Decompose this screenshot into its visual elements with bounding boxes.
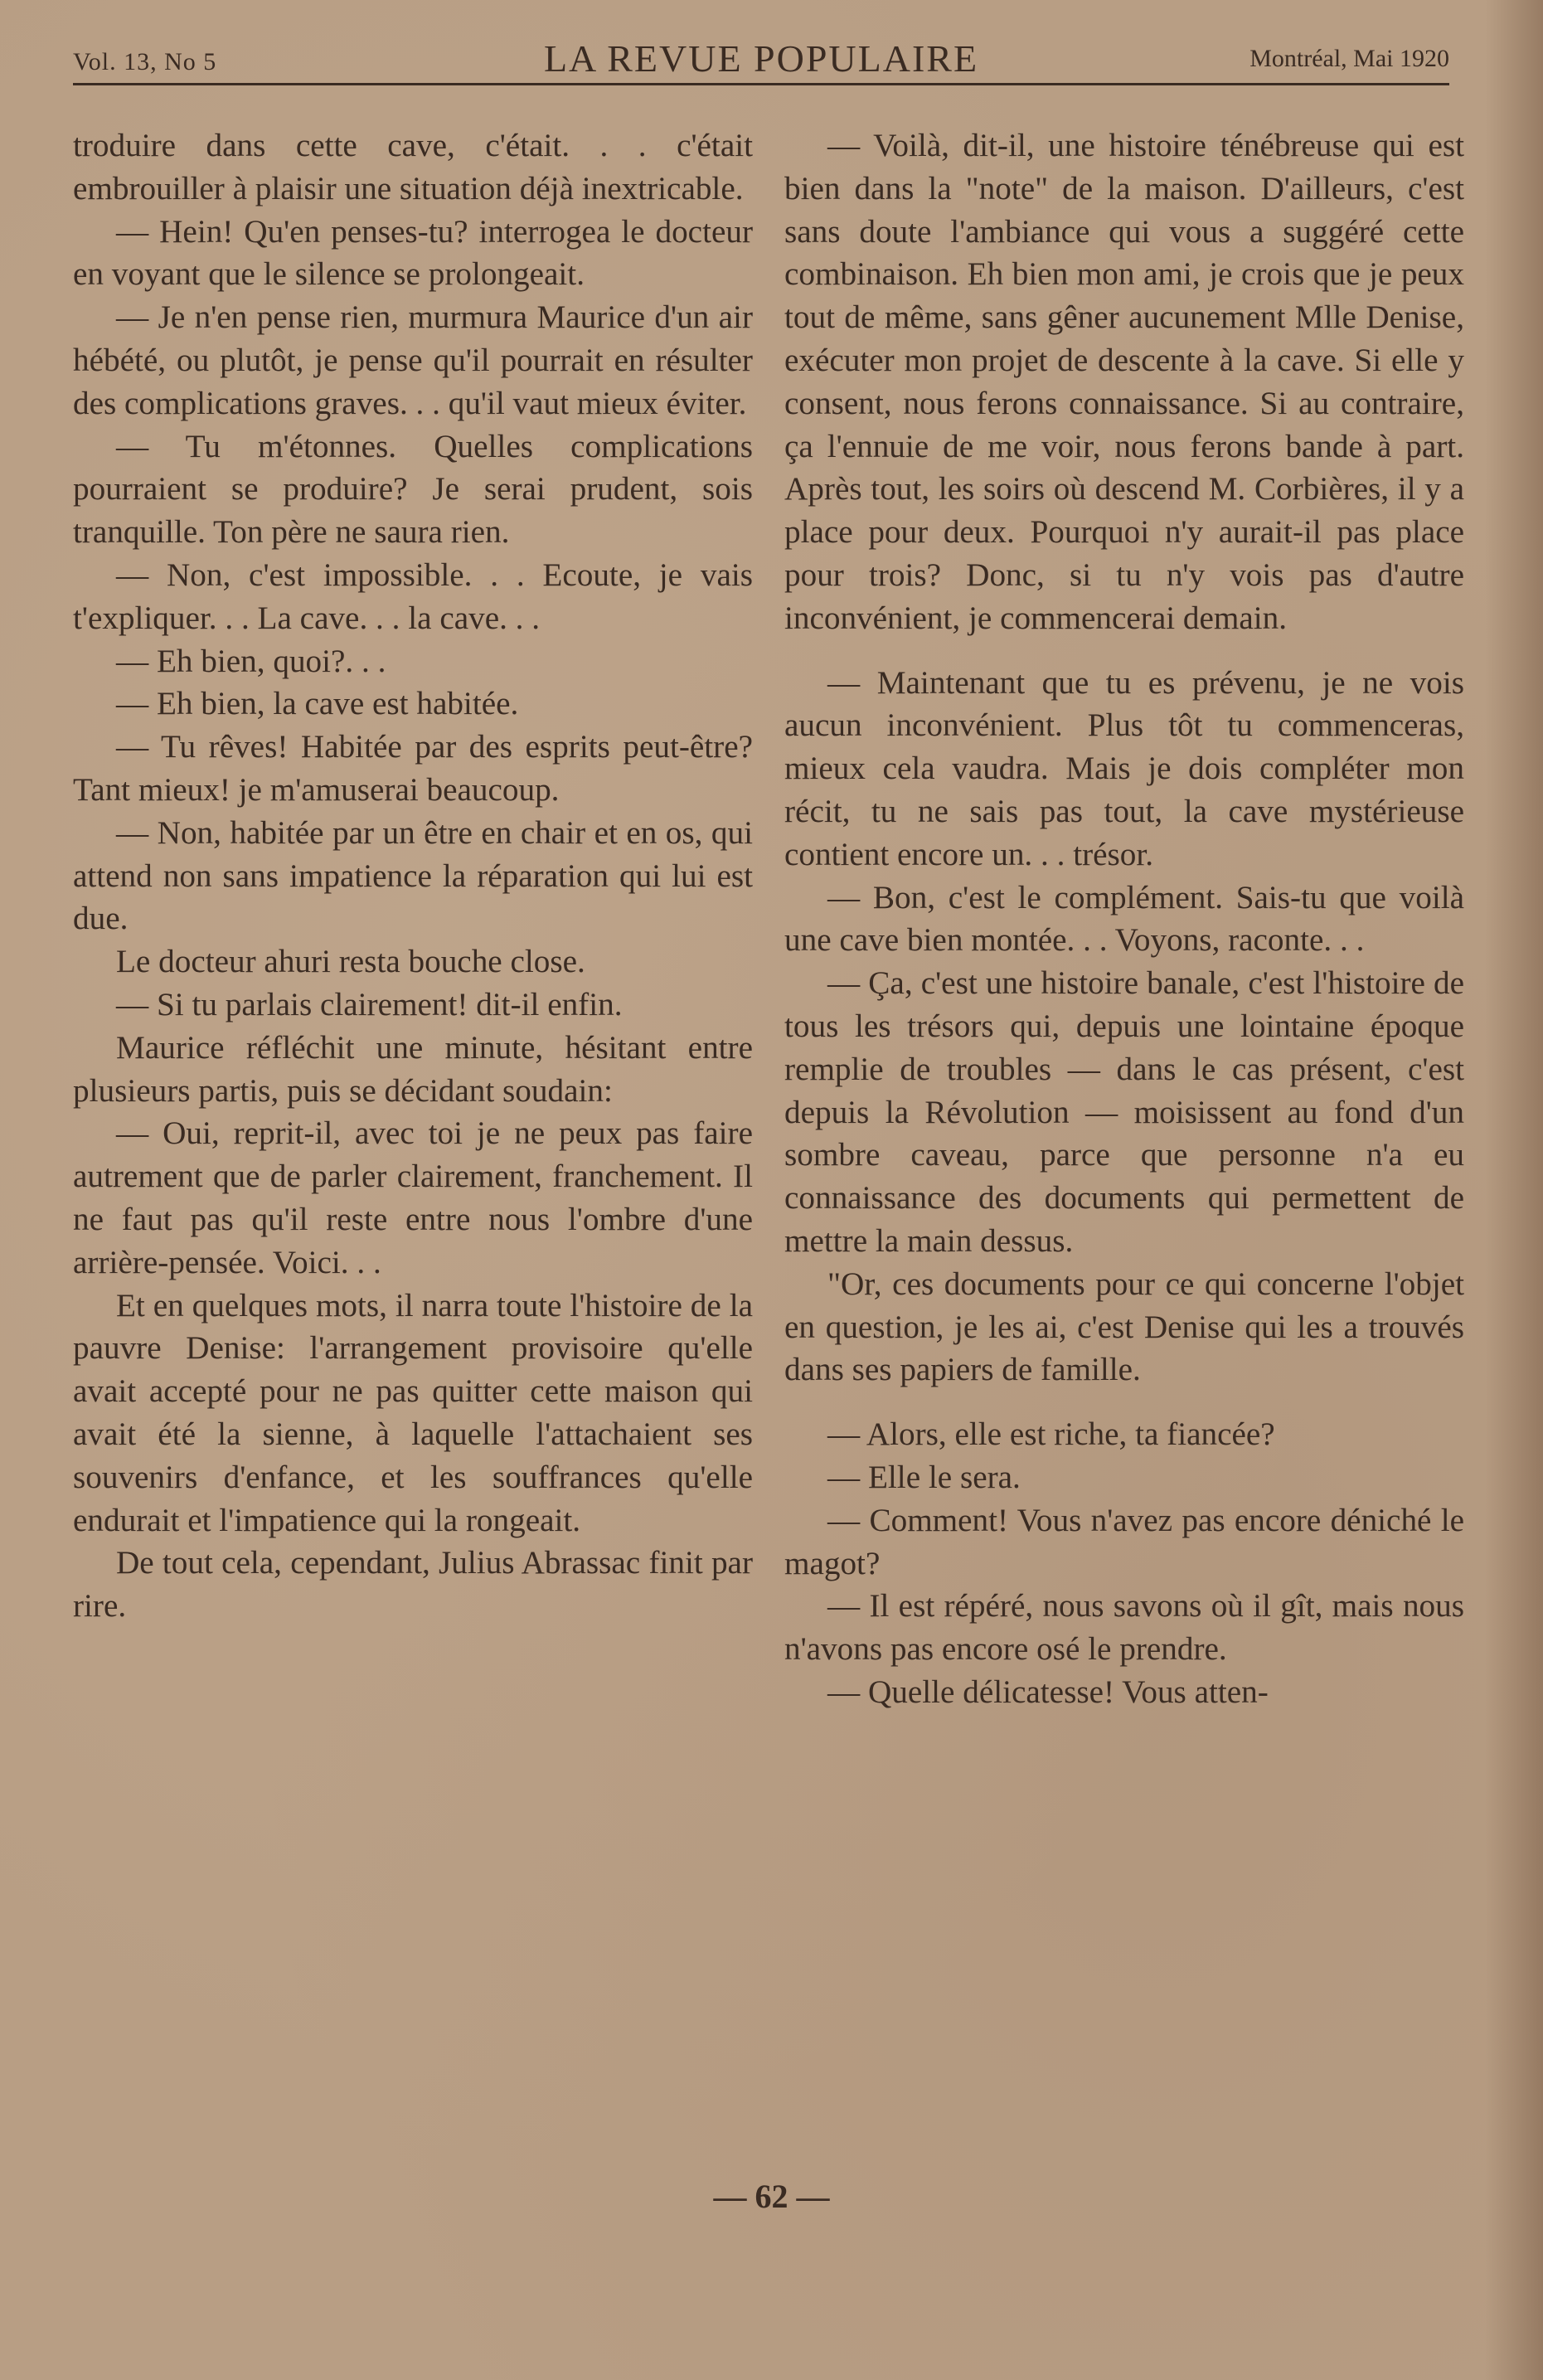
- running-header: [73, 36, 1449, 86]
- paragraph: — Eh bien, quoi?. . .: [116, 643, 386, 679]
- left-column: [73, 124, 753, 1628]
- paragraph: "Or, ces documents pour ce qui concerne l'objet en question, je les ai, c'est Denise qui les a trouvés dans ses papiers de famille.: [784, 1265, 1464, 1388]
- paragraph: — Je n'en pense rien, murmura Maurice d'un air hébété, ou plutôt, je pense qu'il pourrait en résulter des complications graves. . . qu'il vaut mieux éviter.: [73, 299, 753, 421]
- paragraph: — Non, habitée par un être en chair et en os, qui attend non sans impatience la réparation qui lui est due.: [73, 814, 753, 937]
- paragraph: — Quelle délicatesse! Vous atten-: [827, 1673, 1269, 1710]
- paragraph: Le docteur ahuri resta bouche close.: [116, 944, 585, 980]
- paragraph: — Tu m'étonnes. Quelles complications pourraient se produire? Je serai prudent, sois tranquille. Ton père ne saura rien.: [73, 428, 753, 551]
- paragraph: Et en quelques mots, il narra toute l'histoire de la pauvre Denise: l'arrangement provisoire qu'elle avait accepté pour ne pas quitter cette maison qui avait été la sienne, à laquelle l'attachaient ses souvenirs d'enfance, et les souffrances qu'elle endurait et l'impatience qui la rongeait.: [73, 1287, 753, 1538]
- volume-number: Vol. 13, No 5: [73, 48, 217, 75]
- page-edge-shadow: [1485, 0, 1543, 2380]
- paragraph: — Eh bien, la cave est habitée.: [116, 686, 519, 722]
- paragraph: — Alors, elle est riche, ta fiancée?: [827, 1416, 1275, 1453]
- paragraph: — Bon, c'est le complément. Sais-tu que voilà une cave bien montée. . . Voyons, raconte. . .: [784, 879, 1464, 959]
- paragraph: — Non, c'est impossible. . . Ecoute, je vais t'expliquer. . . La cave. . . la cave. . .: [73, 556, 753, 636]
- paragraph: Maurice réfléchit une minute, hésitant entre plusieurs partis, puis se décidant soudain:: [73, 1029, 753, 1109]
- paragraph: — Elle le sera.: [827, 1459, 1021, 1495]
- right-column: [784, 124, 1464, 1714]
- paragraph: — Voilà, dit-il, une histoire ténébreuse qui est bien dans la "note" de la maison. D'ailleurs, c'est sans doute l'ambiance qui vous a suggéré cette combinaison. Eh bien mon ami, je crois que je peux tout de même, sans gêner aucunement Mlle Denise, exécuter mon projet de descente à la cave. Si elle y consent, nous ferons connaissance. Si au contraire, ça l'ennuie de me voir, nous ferons bande à part. Après tout, les soirs où descend M. Corbières, il y a place pour deux. Pourquoi n'y aurait-il pas place pour trois? Donc, si tu n'y vois pas d'autre inconvénient, je commencerai demain.: [784, 128, 1464, 636]
- paragraph: — Il est répéré, nous savons où il gît, mais nous n'avons pas encore osé le prendre.: [784, 1588, 1464, 1668]
- paragraph: — Maintenant que tu es prévenu, je ne vois aucun inconvénient. Plus tôt tu commenceras, mieux cela vaudra. Mais je dois compléter mon récit, tu ne sais pas tout, la cave mystérieuse contient encore un. . . trésor.: [784, 664, 1464, 872]
- issue-date: Montréal, Mai 1920: [1249, 45, 1449, 72]
- paragraph: — Si tu parlais clairement! dit-il enfin.: [116, 986, 623, 1022]
- page-number: — 62 —: [713, 2178, 830, 2215]
- magazine-title: LA REVUE POPULAIRE: [543, 37, 979, 80]
- paragraph: De tout cela, cependant, Julius Abrassac finit par rire.: [73, 1545, 753, 1625]
- paragraph: — Tu rêves! Habitée par des esprits peut-être? Tant mieux! je m'amuserai beaucoup.: [73, 729, 753, 808]
- header-rule: [73, 83, 1449, 85]
- paragraph: — Comment! Vous n'avez pas encore déniché le magot?: [784, 1502, 1464, 1581]
- paragraph: — Ça, c'est une histoire banale, c'est l'histoire de tous les trésors qui, depuis une lointaine époque remplie de troubles — dans le cas présent, c'est depuis la Révolution — moisissent au fond d'un sombre caveau, parce que personne n'a eu connaissance des documents qui permettent de mettre la main dessus.: [784, 965, 1464, 1259]
- paragraph: — Oui, reprit-il, avec toi je ne peux pas faire autrement que de parler clairement, franchement. Il ne faut pas qu'il reste entre nous l'ombre d'une arrière-pensée. Voici. . .: [73, 1115, 753, 1280]
- paragraph: — Hein! Qu'en penses-tu? interrogea le docteur en voyant que le silence se prolongeait.: [73, 213, 753, 293]
- paragraph: troduire dans cette cave, c'était. . . c'était embrouiller à plaisir une situation déjà inextricable.: [73, 128, 753, 206]
